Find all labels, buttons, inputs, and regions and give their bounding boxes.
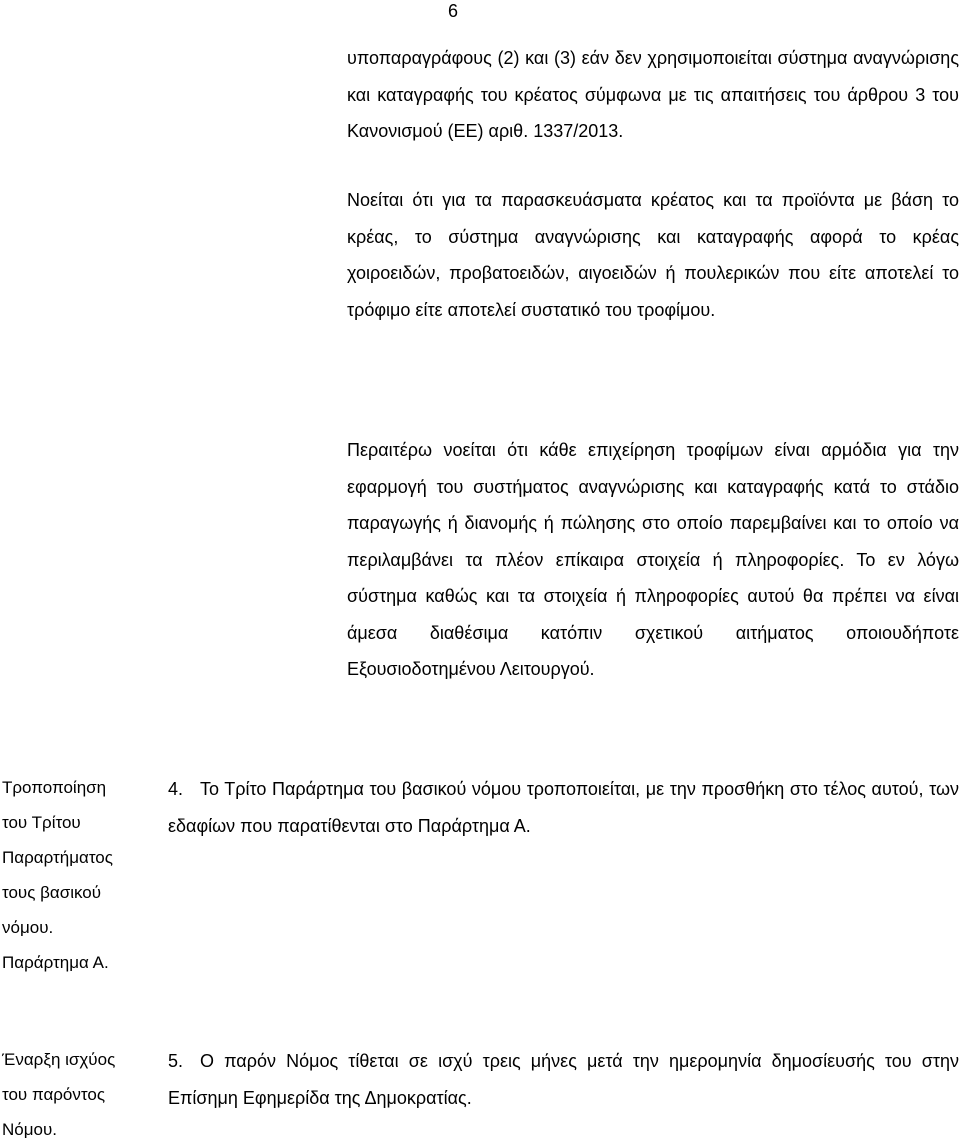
article-number: 5. <box>168 1051 184 1071</box>
margin-note-amendment-third-annex <box>2 770 152 980</box>
margin-note-line: Τροποποίηση <box>2 778 107 797</box>
margin-note-line: νόμου. <box>2 918 54 937</box>
article-text: Το Τρίτο Παράρτημα του βασικού νόμου τροποποιείται, με την προσθήκη στο τέλος αυτού, των εδαφίων που παρατίθενται στο Παράρτημα Α. <box>168 779 959 836</box>
margin-note-line: Νόμου. <box>2 1120 58 1139</box>
margin-note-line: Έναρξη ισχύος <box>2 1050 116 1069</box>
margin-note-line: του Τρίτου <box>2 813 81 832</box>
article-text: Ο παρόν Νόμος τίθεται σε ισχύ τρεις μήνες μετά την ημερομηνία δημοσίευσής του στην Επίσημη Εφημερίδα της Δημοκρατίας. <box>168 1051 959 1108</box>
margin-note-line: του παρόντος <box>2 1085 106 1104</box>
paragraph-subparagraphs-requirement: υποπαραγράφους (2) και (3) εάν δεν χρησιμοποιείται σύστημα αναγνώρισης και καταγραφής του κρέατος σύμφωνα με τις απαιτήσεις του άρθρου 3 του Κανονισμού (ΕΕ) αριθ. 1337/2013. <box>347 48 959 141</box>
margin-note-line: Παραρτήματος <box>2 848 113 867</box>
article-number: 4. <box>168 779 184 799</box>
margin-note-line: Παράρτημα Α. <box>2 953 109 972</box>
paragraph-food-business-proviso: Περαιτέρω νοείται ότι κάθε επιχείρηση τροφίμων είναι αρμόδια για την εφαρμογή του συστήματος αναγνώρισης και καταγραφής κατά το στάδιο παραγωγής ή διανομής ή πώλησης στο οποίο παρεμβαίνει και το οποίο να περιλαμβάνει τα πλέον επίκαιρα στοιχεία ή πληροφορίες. Το εν λόγω σύστημα καθώς και τα στοιχεία ή πληροφορίες αυτού θα πρέπει να είναι άμεσα διαθέσιμα κατόπιν σχετικού αιτήματος οποιουδήποτε Εξουσιοδοτημένου Λειτουργού. <box>347 440 959 679</box>
page-number: 6 <box>448 1 459 21</box>
article-4 <box>168 771 959 844</box>
margin-note-entry-into-force <box>2 1042 152 1147</box>
article-5 <box>168 1043 959 1116</box>
margin-note-line: τους βασικού <box>2 883 102 902</box>
paragraph-meat-preparations-proviso: Νοείται ότι για τα παρασκευάσματα κρέατος και τα προϊόντα με βάση το κρέας, το σύστημα αναγνώρισης και καταγραφής αφορά το κρέας χοιροειδών, προβατοειδών, αιγοειδών ή πουλερικών που είτε αποτελεί το τρόφιμο είτε αποτελεί συστατικό του τροφίμου. <box>347 190 959 320</box>
